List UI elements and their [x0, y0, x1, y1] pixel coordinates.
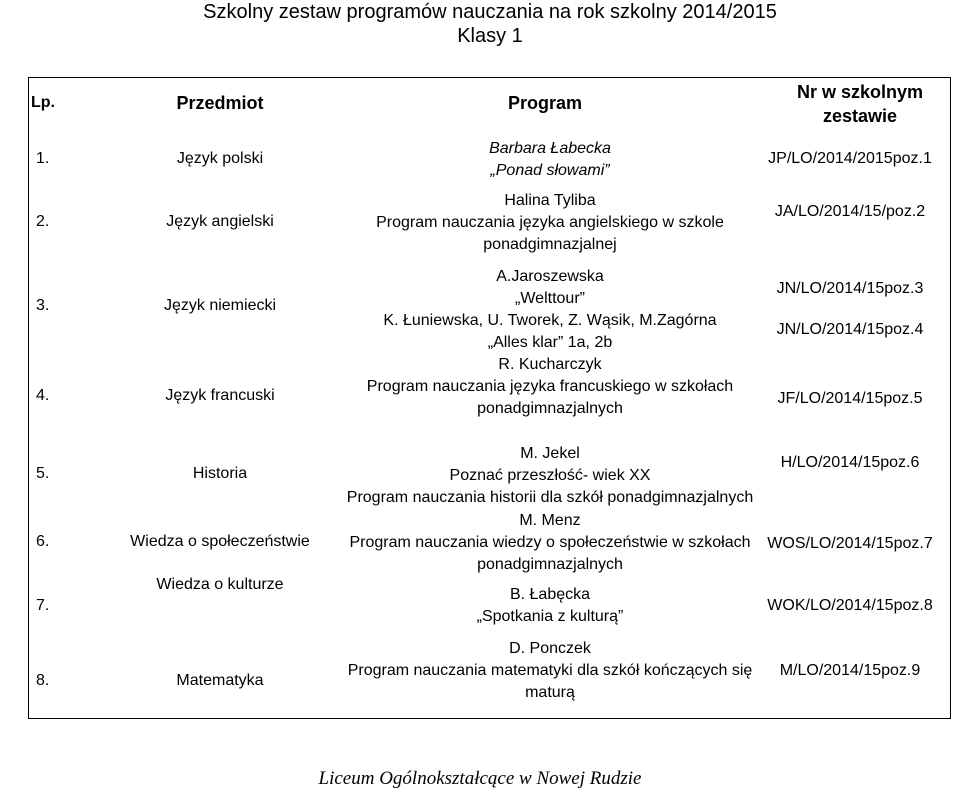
header-code [770, 80, 950, 128]
row-4-program [330, 354, 770, 420]
row-5-subject: Historia [192, 465, 248, 482]
header-code-line2: zestawie [822, 106, 898, 126]
row-2-code: JA/LO/2014/15/poz.2 [774, 203, 926, 220]
document-subtitle: Klasy 1 [457, 25, 523, 47]
row-2-lp: 2. [36, 213, 50, 230]
row-4-lp: 4. [36, 387, 50, 404]
row-6-lp: 6. [36, 533, 50, 550]
row-7-program-line-2: „Spotkania z kulturą” [476, 608, 624, 625]
row-2-program-line-3: ponadgimnazjalnej [483, 236, 617, 253]
row-7-code: WOK/LO/2014/15poz.8 [767, 597, 933, 614]
row-1-program-line-1: Barbara Łabecka [489, 140, 611, 157]
row-4-subject: Język francuski [165, 387, 275, 404]
header-code-line1: Nr w szkolnym [796, 82, 924, 102]
document-title: Szkolny zestaw programów nauczania na rok szkolny 2014/2015 [203, 1, 777, 23]
row-3-program-line-1: A.Jaroszewska [496, 268, 604, 285]
row-2-program-line-2: Program nauczania języka angielskiego w szkole [376, 214, 724, 231]
row-5-program-line-1: M. Jekel [520, 445, 580, 462]
row-8-program-line-3: maturą [525, 684, 575, 701]
row-3-program-line-2: „Welttour” [515, 290, 585, 307]
row-3-code-2: JN/LO/2014/15poz.4 [776, 321, 924, 338]
row-1-program-line-2: „Ponad słowami” [490, 162, 610, 179]
row-7-lp: 7. [36, 597, 50, 614]
row-8-code: M/LO/2014/15poz.9 [779, 662, 921, 679]
row-7-subject: Wiedza o kulturze [156, 576, 284, 593]
row-8-program [320, 638, 780, 704]
row-8-program-line-1: D. Ponczek [509, 640, 591, 657]
row-3-lp: 3. [36, 297, 50, 314]
row-3-program [330, 266, 770, 354]
row-3-subject: Język niemiecki [163, 297, 277, 314]
row-6-program-line-3: ponadgimnazjalnych [477, 556, 623, 573]
row-5-program-line-2: Poznać przeszłość- wiek XX [449, 467, 651, 484]
row-2-program-line-1: Halina Tyliba [504, 192, 596, 209]
row-8-subject: Matematyka [176, 672, 264, 689]
row-2-program [330, 190, 770, 256]
row-8-lp: 8. [36, 672, 50, 689]
row-4-program-line-1: R. Kucharczyk [498, 356, 602, 373]
row-1-lp: 1. [36, 150, 50, 167]
row-4-program-line-3: ponadgimnazjalnych [477, 400, 623, 417]
row-6-program-line-2: Program nauczania wiedzy o społeczeństwie w szkołach [349, 534, 751, 551]
row-4-program-line-2: Program nauczania języka francuskiego w szkołach [366, 378, 734, 395]
row-5-code: H/LO/2014/15poz.6 [780, 454, 920, 471]
footer-school-name: Liceum Ogólnokształcące w Nowej Rudzie [318, 768, 642, 789]
row-7-program-line-1: B. Łabęcka [509, 586, 591, 603]
row-6-program [320, 510, 780, 576]
header-subject: Przedmiot [176, 93, 264, 113]
row-6-code: WOS/LO/2014/15poz.7 [767, 535, 933, 552]
row-6-subject: Wiedza o społeczeństwie [130, 533, 310, 550]
row-5-program [320, 443, 780, 509]
row-5-lp: 5. [36, 465, 50, 482]
row-1-subject: Język polski [176, 150, 264, 167]
row-1-program [350, 138, 750, 182]
row-7-program [350, 584, 750, 628]
row-5-program-line-3: Program nauczania historii dla szkół ponadgimnazjalnych [346, 489, 754, 506]
row-2-subject: Język angielski [166, 213, 274, 230]
header-program: Program [507, 93, 583, 113]
row-8-program-line-2: Program nauczania matematyki dla szkół kończących się [347, 662, 753, 679]
row-1-code: JP/LO/2014/2015poz.1 [768, 150, 932, 167]
row-3-program-line-4: „Alles klar” 1a, 2b [487, 334, 613, 351]
header-lp: Lp. [31, 94, 55, 111]
row-3-code: JN/LO/2014/15poz.3 [776, 280, 924, 297]
row-6-program-line-1: M. Menz [519, 512, 581, 529]
row-4-code: JF/LO/2014/15poz.5 [777, 390, 923, 407]
row-3-program-line-3: K. Łuniewska, U. Tworek, Z. Wąsik, M.Zagórna [383, 312, 717, 329]
